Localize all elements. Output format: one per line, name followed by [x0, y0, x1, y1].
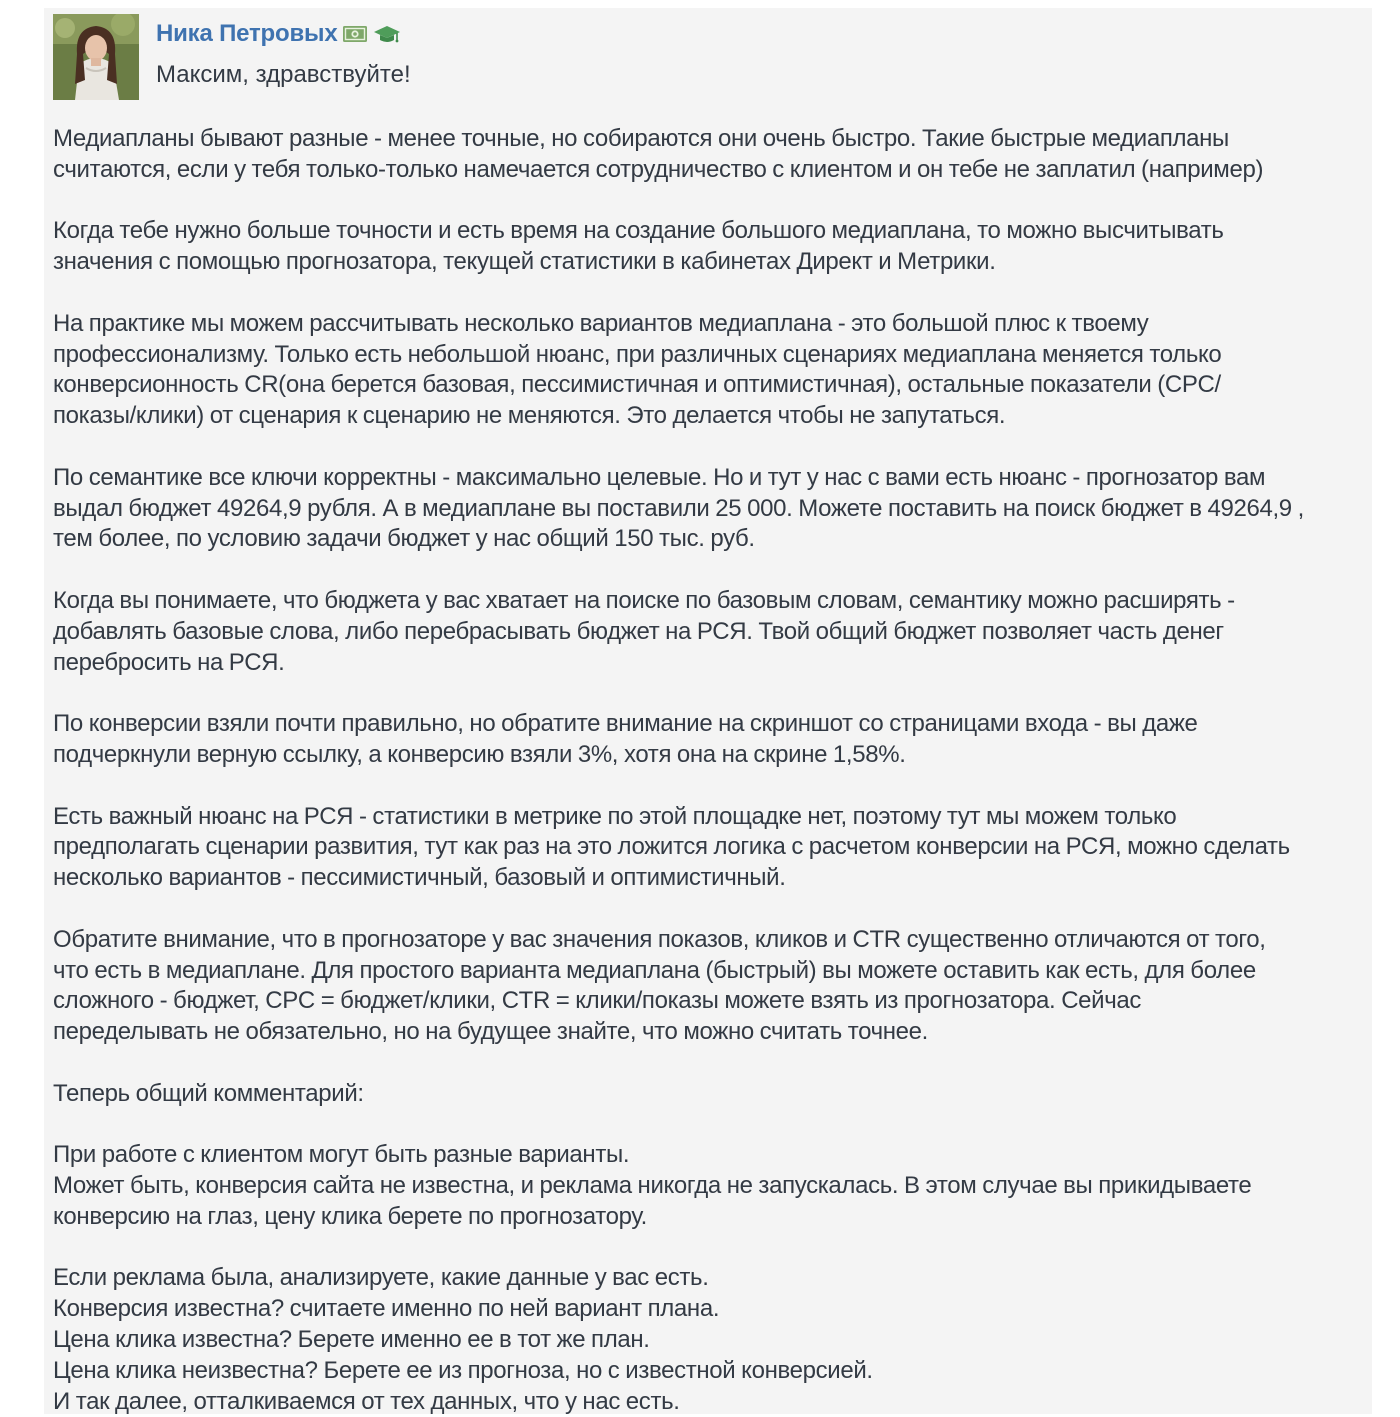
- author-name[interactable]: Ника Петровых: [156, 20, 338, 47]
- graduation-cap-icon: [373, 23, 401, 45]
- comment-card: [44, 8, 1372, 1414]
- money-badge-icon: [342, 23, 368, 45]
- paragraph: Обратите внимание, что в прогнозаторе у вас значения показов, кликов и CTR существенно отличаются от того, что есть в медиаплане. Для простого варианта медиаплана (быстрый) вы можете оставить как есть, для более сложного - бюджет, CPC = бюджет/клики, CTR = клики/показы можете взять из прогнозатора. Сейчас переделывать не обязательно, но на будущее знайте, что можно считать точнее.: [53, 925, 1266, 1046]
- avatar[interactable]: [53, 14, 139, 100]
- paragraph: При работе с клиентом могут быть разные варианты. Может быть, конверсия сайта не известна, и реклама никогда не запускалась. В этом случае вы прикидываете конверсию на глаз, цену клика берете по прогнозатору.: [53, 1141, 1252, 1230]
- paragraph: Есть важный нюанс на РСЯ - статистики в метрике по этой площадке нет, поэтому тут мы можем только предполагать сценарии развития, тут как раз на это ложится логика с расчетом конверсии на РСЯ, можно сделать несколько вариантов - пессимистичный, базовый и оптимистичный.: [53, 802, 1290, 892]
- paragraph: На практике мы можем рассчитывать несколько вариантов медиаплана - это большой плюс к твоему профессионализму. Только есть небольшой нюанс, при различных сценариях медиаплана меняется только конверсионность CR(она берется базовая, пессимистичная и оптимистичная), остальные показатели (CPC/ показы/клики) от сценария к сценарию не меняются. Это делается чтобы не запутаться.: [53, 309, 1222, 430]
- comment-body: [53, 124, 1369, 1417]
- paragraph: Теперь общий комментарий:: [53, 1079, 364, 1107]
- comment-header: [53, 14, 1372, 108]
- paragraph: Когда тебе нужно больше точности и есть время на создание большого медиаплана, то можно высчитывать значения с помощью прогнозатора, текущей статистики в кабинетах Директ и Метрики.: [53, 217, 1224, 276]
- greeting: Максим, здравствуйте!: [156, 61, 411, 88]
- paragraph: Если реклама была, анализируете, какие данные у вас есть. Конверсия известна? считаете именно по ней вариант плана. Цена клика известна? Берете именно ее в тот же план. Цена клика неизвестна? Берете ее из прогноза, но с известной конверсией. И так далее, отталкиваемся от тех данных, что у нас есть.: [53, 1264, 873, 1415]
- paragraph: По конверсии взяли почти правильно, но обратите внимание на скриншот со страницами входа - вы даже подчеркнули верную ссылку, а конверсию взяли 3%, хотя она на скрине 1,58%.: [53, 710, 1198, 768]
- header-text: [156, 14, 411, 89]
- paragraph: Медиапланы бывают разные - менее точные, но собираются они очень быстро. Такие быстрые медиапланы считаются, если у тебя только-только намечается сотрудничество с клиентом и он тебе не заплатил (например): [53, 125, 1264, 183]
- avatar-photo: [53, 14, 139, 100]
- paragraph: По семантике все ключи корректны - максимально целевые. Но и тут у нас с вами есть нюанс - прогнозатор вам выдал бюджет 49264,9 рубля. А в медиаплане вы поставили 25 000. Можете поставить на поиск бюджет в 49264,9 , тем более, по условию задачи бюджет у нас общий 150 тыс. руб.: [53, 463, 1304, 553]
- paragraph: Когда вы понимаете, что бюджета у вас хватает на поиске по базовым словам, семантику можно расширять - добавлять базовые слова, либо перебрасывать бюджет на РСЯ. Твой общий бюджет позволяет часть денег перебросить на РСЯ.: [53, 586, 1235, 676]
- author-row: [156, 19, 411, 49]
